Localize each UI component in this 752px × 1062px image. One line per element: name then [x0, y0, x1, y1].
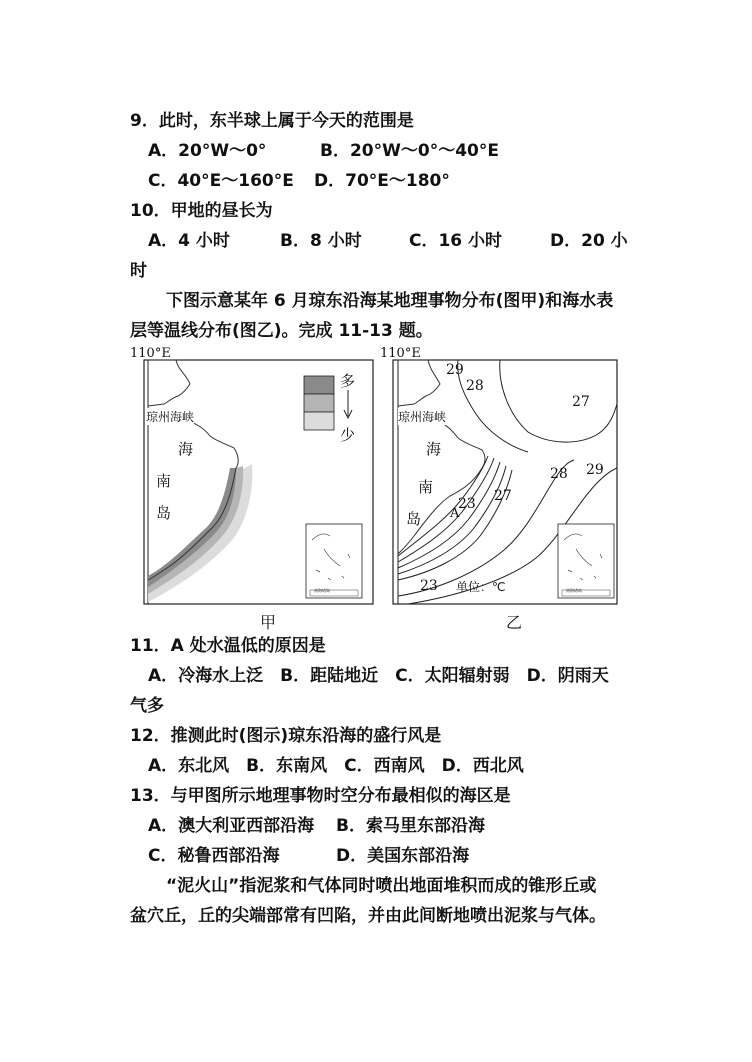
figure-yi-longitude: 110°E — [380, 346, 421, 361]
figure-yi-inset-label: 南海诸岛 — [566, 588, 582, 593]
figure-yi-island-1: 海 — [426, 440, 442, 458]
figure-yi-caption: 乙 — [506, 613, 523, 632]
q10-option-c: C．16 小时 — [409, 231, 503, 251]
isotherm-label: 29 — [446, 362, 464, 378]
isotherm-label: 23 — [458, 496, 476, 512]
point-a-label: A — [450, 506, 460, 521]
isotherm-label: 23 — [420, 578, 438, 594]
q10-option-d-wrap: 时 — [130, 261, 147, 281]
q9-option-a: A．20°W～0° — [148, 141, 267, 161]
question-9-stem: 9．此时，东半球上属于今天的范围是 — [130, 111, 414, 131]
isotherm-label: 29 — [586, 462, 604, 478]
q10-option-a: A．4 小时 — [148, 231, 230, 251]
q13-option-b: B．索马里东部沿海 — [336, 816, 485, 836]
intro-line-1: 下图示意某年 6 月琼东沿海某地理事物分布(图甲)和海水表 — [166, 291, 614, 311]
question-11-stem: 11．A 处水温低的原因是 — [130, 636, 326, 656]
question-13-stem: 13．与甲图所示地理事物时空分布最相似的海区是 — [130, 786, 511, 806]
passage-line-1: “泥火山”指泥浆和气体同时喷出地面堆积而成的锥形丘或 — [166, 876, 597, 896]
isotherm-label: 28 — [550, 466, 568, 482]
q13-option-c: C．秘鲁西部沿海 — [148, 846, 280, 866]
q10-option-b: B．8 小时 — [280, 231, 362, 251]
intro-line-2: 层等温线分布(图乙)。完成 11-13 题。 — [130, 321, 433, 341]
figure-jia — [128, 344, 378, 634]
figure-jia-inset-label: 南海诸岛 — [314, 588, 330, 593]
figure-jia-island-2: 南 — [156, 472, 172, 490]
q13-option-d: D．美国东部沿海 — [336, 846, 470, 866]
isotherm-label: 28 — [466, 378, 484, 394]
q9-option-b: B．20°W～0°～40°E — [320, 141, 499, 161]
legend-less: 少 — [340, 426, 356, 444]
figure-jia-island-3: 岛 — [156, 504, 172, 522]
q11-options-wrap: 气多 — [130, 696, 164, 716]
figure-yi-island-3: 岛 — [406, 510, 422, 528]
unit-label: 单位：℃ — [456, 580, 506, 594]
q13-option-a: A．澳大利亚西部沿海 — [148, 816, 315, 836]
passage-line-2: 盆穴丘，丘的尖端部常有凹陷，并由此间断地喷出泥浆与气体。 — [130, 906, 606, 926]
q12-options: A．东北风 B．东南风 C．西南风 D．西北风 — [148, 756, 524, 776]
figure-yi-island-2: 南 — [418, 478, 434, 496]
q9-option-c: C．40°E～160°E — [148, 171, 294, 191]
question-12-stem: 12．推测此时(图示)琼东沿海的盛行风是 — [130, 726, 442, 746]
figure-yi-strait: 琼州海峡 — [398, 410, 447, 424]
q9-option-d: D．70°E～180° — [314, 171, 450, 191]
legend-more: 多 — [340, 372, 356, 390]
isotherm-label: 27 — [494, 488, 512, 504]
q11-options: A．冷海水上泛 B．距陆地近 C．太阳辐射弱 D．阴雨天 — [148, 666, 609, 686]
isotherm-label: 27 — [572, 394, 590, 410]
figure-yi — [378, 344, 628, 634]
figure-jia-longitude: 110°E — [130, 346, 171, 361]
figure-jia-caption: 甲 — [260, 613, 277, 632]
figure-jia-strait: 琼州海峡 — [146, 410, 195, 424]
figure-jia-island-1: 海 — [178, 440, 194, 458]
question-10-stem: 10．甲地的昼长为 — [130, 201, 273, 221]
q10-option-d: D．20 小 — [550, 231, 628, 251]
